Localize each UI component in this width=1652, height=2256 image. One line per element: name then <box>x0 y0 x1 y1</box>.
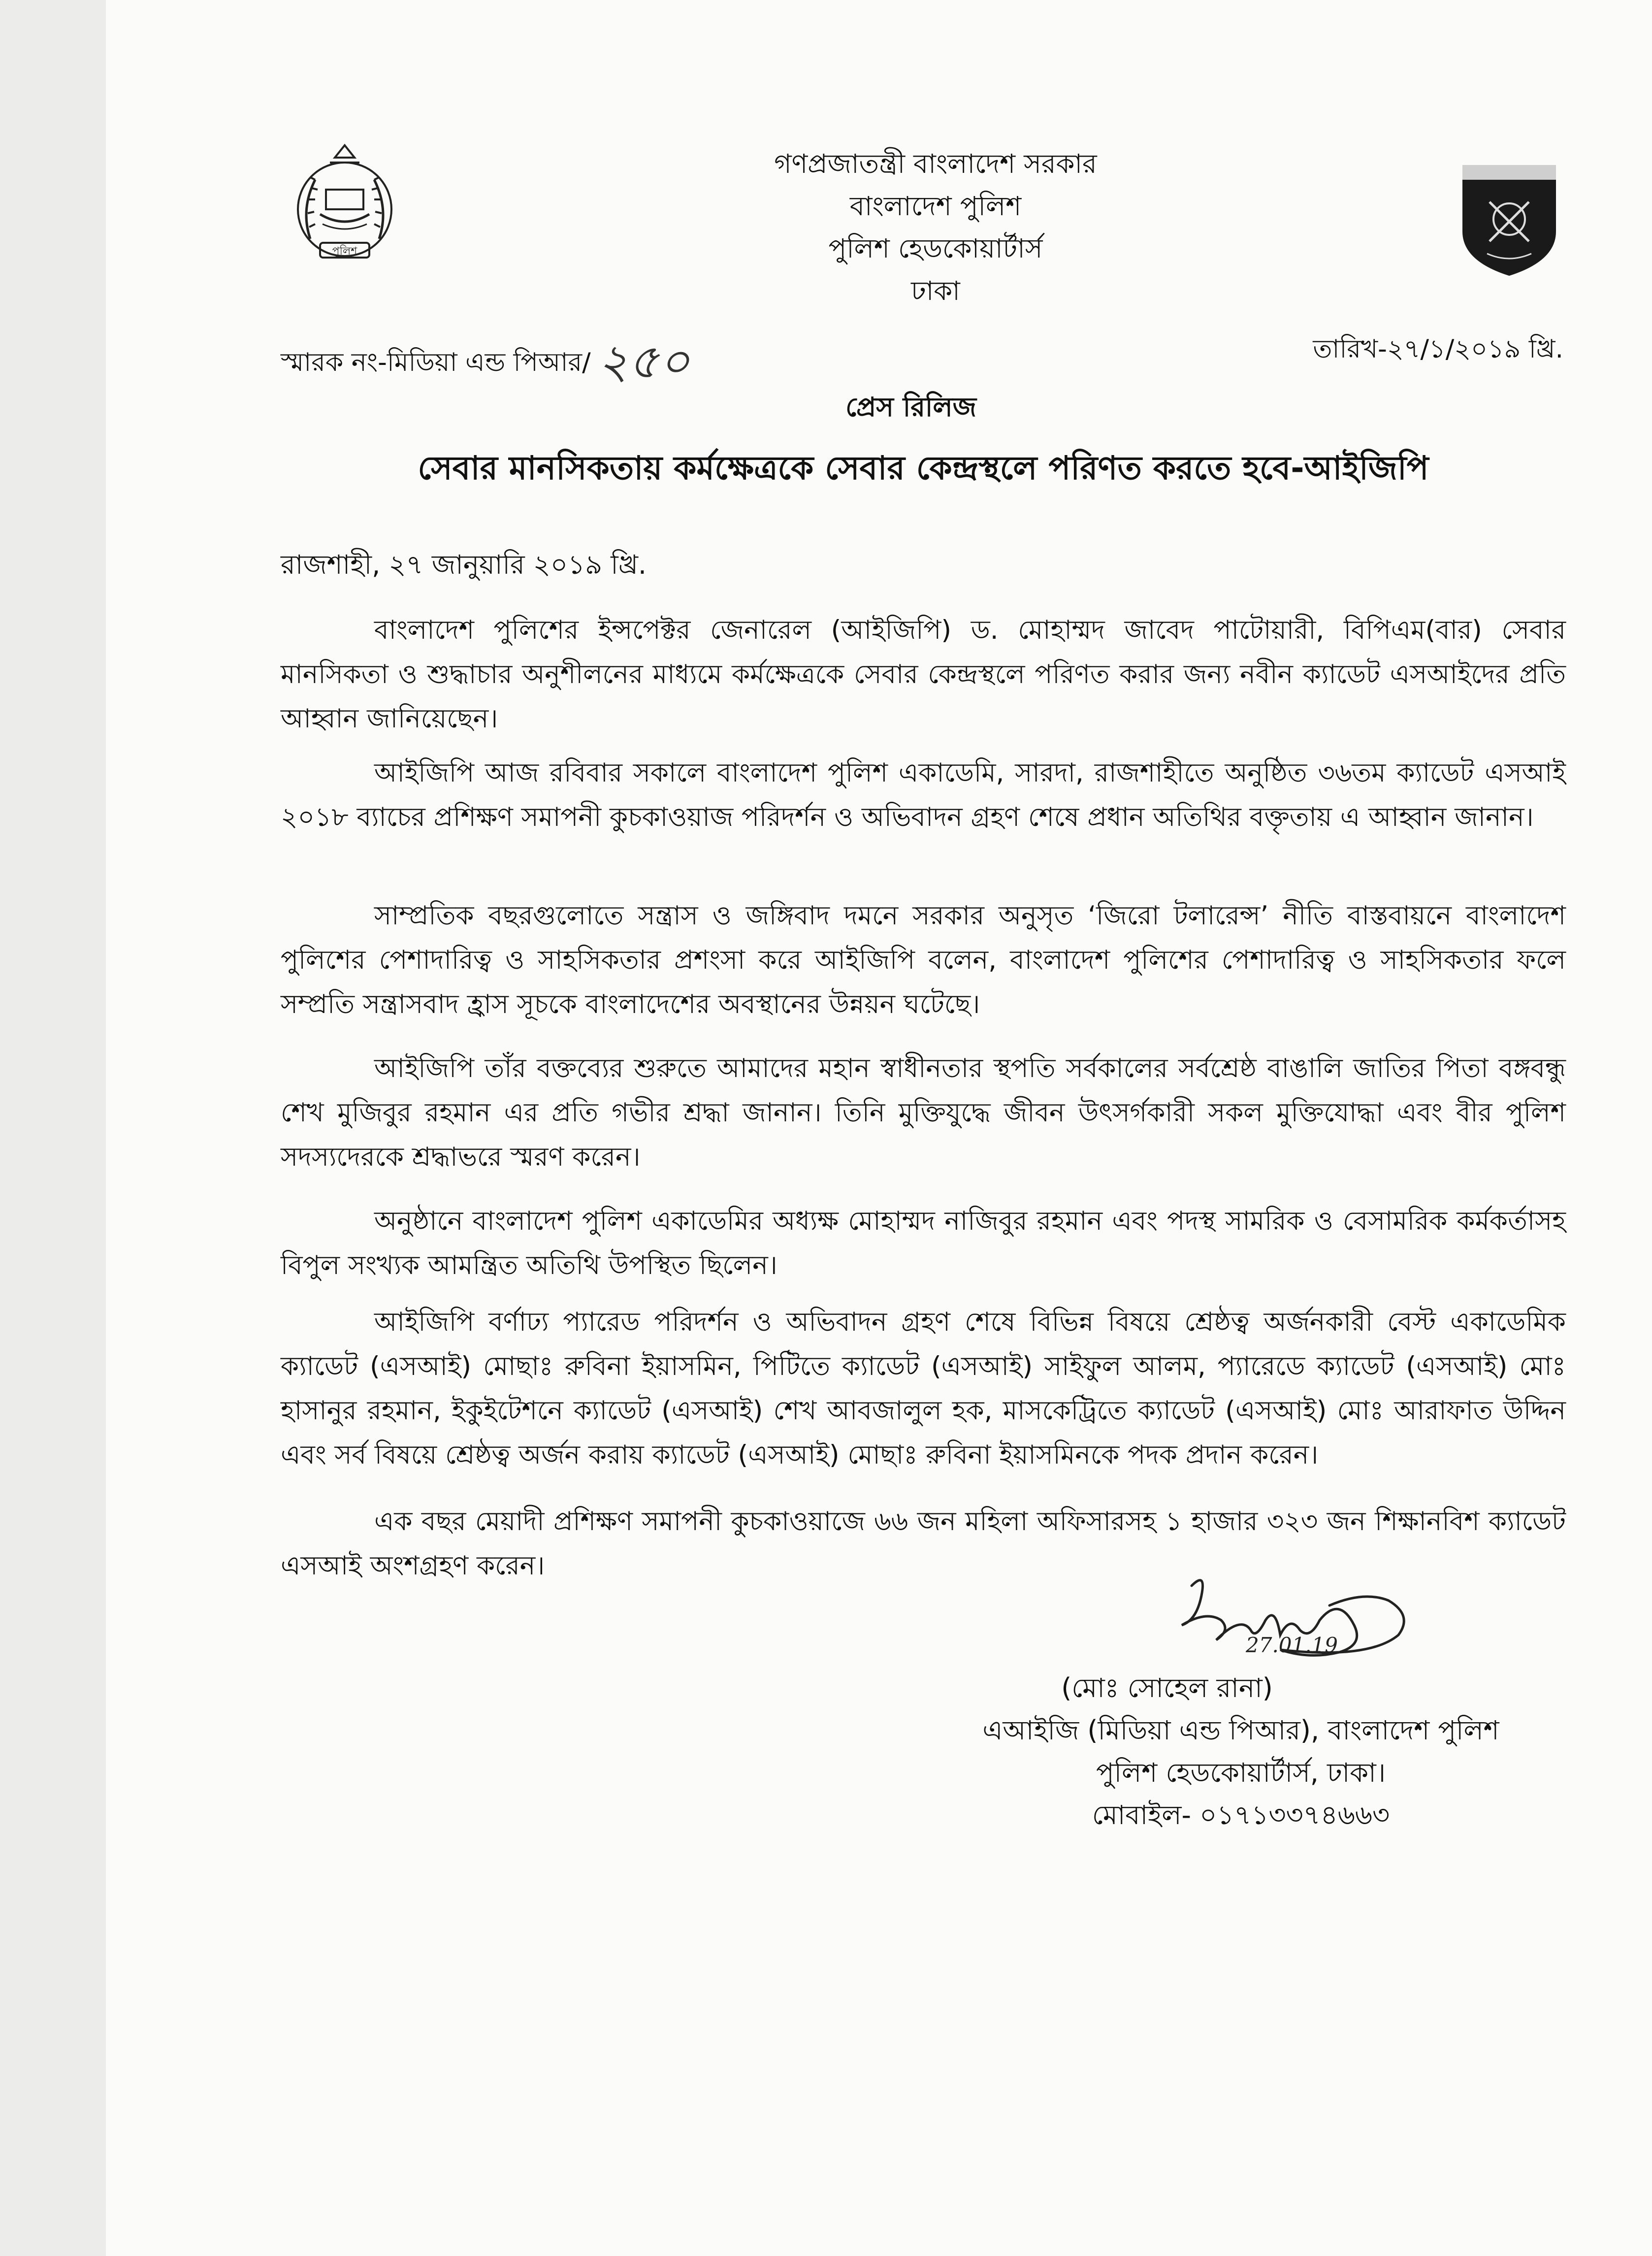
signature-date: 27.01.19 <box>1246 1633 1338 1657</box>
memo-prefix: স্মারক নং-মিডিয়া এন্ড পিআর/ <box>281 348 591 377</box>
emblem-caption: পুলিশ <box>332 245 357 258</box>
handwritten-signature <box>1133 1566 1418 1684</box>
body-paragraph: সাম্প্রতিক বছরগুলোতে সন্ত্রাস ও জঙ্গিবাদ দমনে সরকার অনুসৃত ‘জিরো টলারেন্স’ নীতি বাস্তবায়নে বাংলাদেশ পুলিশের পেশাদারিত্ব ও সাহসিকতার প্রশংসা করে আইজিপি বলেন, বাংলাদেশ পুলিশের পেশাদারিত্ব ও সাহসিকতার ফলে সম্প্রতি সন্ত্রাসবাদ হ্রাস সূচকে বাংলাদেশের অবস্থানের উন্নয়ন ঘটেছে। <box>281 901 1566 1019</box>
signatory-mobile: মোবাইল- ০১৭১৩৩৭৪৬৬৩ <box>1092 1799 1390 1831</box>
signatory-name: (মোঃ সোহেল রানা) <box>1061 1672 1273 1703</box>
police-academy-shield-icon <box>1460 163 1558 278</box>
government-name: গণপ্রজাতন্ত্রী বাংলাদেশ সরকার <box>774 148 1097 179</box>
bangladesh-police-emblem-icon <box>281 140 409 268</box>
document-date: তারিখ-২৭/১/২০১৯ খ্রি. <box>1313 334 1563 364</box>
memo-reference <box>281 325 690 404</box>
office-name: পুলিশ হেডকোয়ার্টার্স <box>828 233 1043 264</box>
body-paragraph: আইজিপি বর্ণাঢ্য প্যারেড পরিদর্শন ও অভিবাদন গ্রহণ শেষে বিভিন্ন বিষয়ে শ্রেষ্ঠত্ব অর্জনকারী বেস্ট একাডেমিক ক্যাডেট (এসআই) মোছাঃ রুবিনা ইয়াসমিন, পিটিতে ক্যাডেট (এসআই) সাইফুল আলম, প্যারেডে ক্যাডেট (এসআই) মোঃ হাসানুর রহমান, ইকুইটেশনে ক্যাডেট (এসআই) শেখ আবজালুল হক, মাসকেট্রিতে ক্যাডেট (এসআই) মোঃ আরাফাত উদ্দিন এবং সর্ব বিষয়ে শ্রেষ্ঠত্ব অর্জন করায় ক্যাডেট (এসআই) মোছাঃ রুবিনা ইয়াসমিনকে পদক প্রদান করেন। <box>281 1307 1566 1470</box>
dateline: রাজশাহী, ২৭ জানুয়ারি ২০১৯ খ্রি. <box>281 549 647 580</box>
body-paragraph: অনুষ্ঠানে বাংলাদেশ পুলিশ একাডেমির অধ্যক্ষ মোহাম্মদ নাজিবুর রহমান এবং পদস্থ সামরিক ও বেসামরিক কর্মকর্তাসহ বিপুল সংখ্যক আমন্ত্রিত অতিথি উপস্থিত ছিলেন। <box>281 1206 1566 1280</box>
body-paragraph: বাংলাদেশ পুলিশের ইন্সপেক্টর জেনারেল (আইজিপি) ড. মোহাম্মদ জাবেদ পাটোয়ারী, বিপিএম(বার) সেবার মানসিকতা ও শুদ্ধাচার অনুশীলনের মাধ্যমে কর্মক্ষেত্রকে সেবার কেন্দ্রস্থলে পরিণত করার জন্য নবীন ক্যাডেট এসআইদের প্রতি আহ্বান জানিয়েছেন। <box>281 615 1566 734</box>
body-paragraph: আইজিপি আজ রবিবার সকালে বাংলাদেশ পুলিশ একাডেমি, সারদা, রাজশাহীতে অনুষ্ঠিত ৩৬তম ক্যাডেট এসআই ২০১৮ ব্যাচের প্রশিক্ষণ সমাপনী কুচকাওয়াজ পরিদর্শন ও অভিবাদন গ্রহণ শেষে প্রধান অতিথির বক্তৃতায় এ আহ্বান জানান। <box>281 758 1566 832</box>
body-paragraph: আইজিপি তাঁর বক্তব্যের শুরুতে আমাদের মহান স্বাধীনতার স্থপতি সর্বকালের সর্বশ্রেষ্ঠ বাঙালি জাতির পিতা বঙ্গবন্ধু শেখ মুজিবুর রহমান এর প্রতি গভীর শ্রদ্ধা জানান। তিনি মুক্তিযুদ্ধে জীবন উৎসর্গকারী সকল মুক্তিযোদ্ধা এবং বীর পুলিশ সদস্যদেরকে শ্রদ্ধাভরে স্মরণ করেন। <box>281 1053 1566 1172</box>
memo-number-handwritten: ২৫০ <box>597 334 690 389</box>
signatory-title: এআইজি (মিডিয়া এন্ড পিআর), বাংলাদেশ পুলিশ <box>982 1715 1499 1746</box>
organization-name: বাংলাদেশ পুলিশ <box>849 191 1022 222</box>
city-name: ঢাকা <box>911 275 960 306</box>
letterhead <box>640 143 1231 312</box>
body-paragraph: এক বছর মেয়াদী প্রশিক্ষণ সমাপনী কুচকাওয়াজে ৬৬ জন মহিলা অফিসারসহ ১ হাজার ৩২৩ জন শিক্ষানবিশ ক্যাডেট এসআই অংশগ্রহণ করেন। <box>281 1506 1566 1581</box>
signatory-office: পুলিশ হেডকোয়ার্টার্স, ঢাকা। <box>1096 1757 1386 1788</box>
press-release-label: প্রেস রিলিজ <box>845 392 976 423</box>
headline: সেবার মানসিকতায় কর্মক্ষেত্রকে সেবার কেন্দ্রস্থলে পরিণত করতে হবে-আইজিপি <box>418 449 1429 487</box>
scan-edge <box>0 0 106 2256</box>
signature-block <box>886 1667 1595 1836</box>
